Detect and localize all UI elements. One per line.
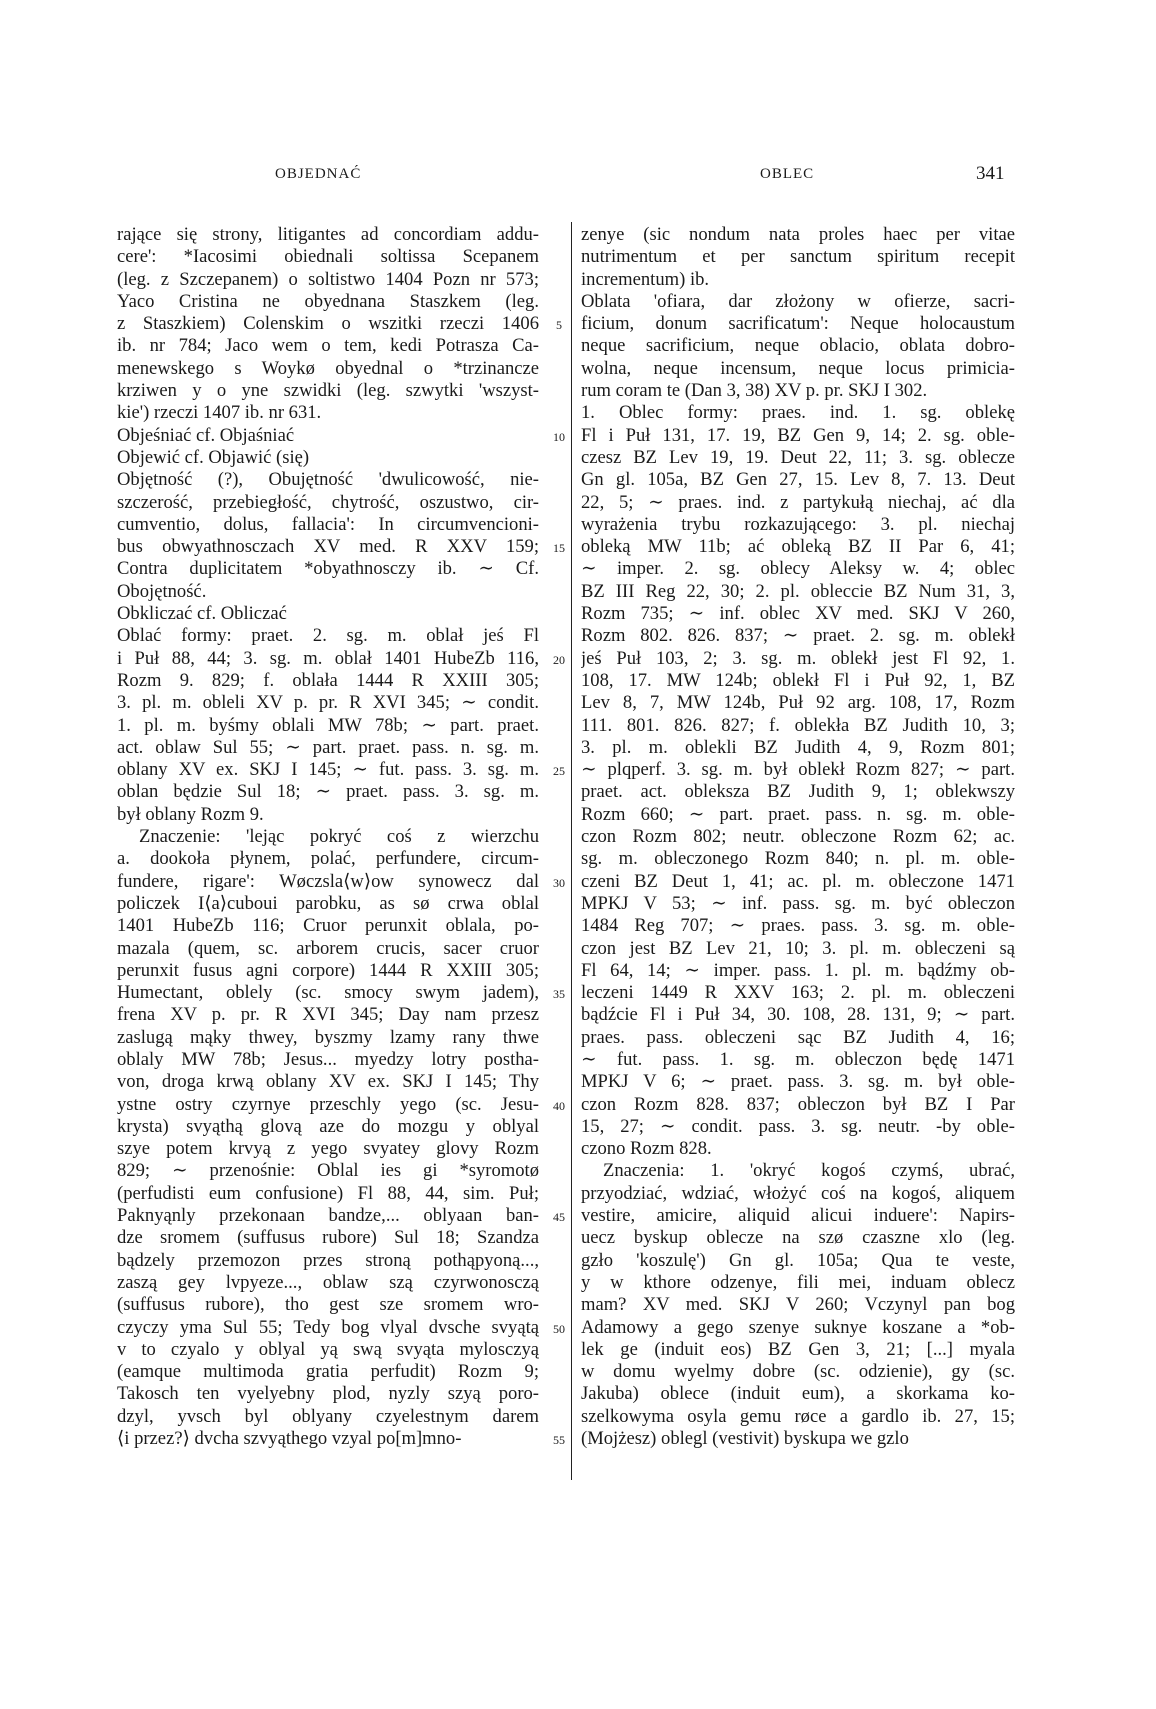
text-line: czeni BZ Deut 1, 41; ac. pl. m. obleczone 1471: [581, 870, 1015, 892]
text-line: czono Rozm 828.: [581, 1138, 712, 1160]
text-line: krysta) svyąthą glovą aze do mozgu y oblyal: [117, 1115, 539, 1137]
text-line: (perfudisti eum confusione) Fl 88, 44, sim. Puł;: [117, 1182, 539, 1204]
text-line: czon Rozm 828. 837; obleczon był BZ I Par: [581, 1093, 1015, 1115]
text-line: Rozm 9. 829; f. oblała 1444 R XXIII 305;: [117, 669, 539, 691]
text-line: 22, 5; ∼ praes. ind. z partykułą niechaj, ać dla: [581, 491, 1015, 513]
text-line: ∼ plqperf. 3. sg. m. był oblekł Rozm 827; ∼ part.: [581, 759, 1015, 781]
text-line: ystne ostry czyrnye przeschly yego (sc. Jesu-: [117, 1093, 539, 1115]
line-number: 55: [553, 1433, 565, 1448]
text-line: bus obwyathnosczach XV med. R XXV 159;: [117, 536, 539, 558]
text-line: gzło 'koszulę') Gn gl. 105a; Qua te veste,: [581, 1249, 1015, 1271]
text-line: Obkliczać cf. Obliczać: [117, 603, 287, 625]
text-line: praet. act. obleksza BZ Judith 9, 1; oblekwszy: [581, 781, 1015, 803]
text-line: w domu wyelmy dobre (sc. odzienie), gy (sc.: [581, 1361, 1015, 1383]
text-line: (leg. z Szczepanem) o soltistwo 1404 Pozn nr 573;: [117, 268, 539, 290]
text-line: Rozm 735; ∼ inf. oblec XV med. SKJ V 260,: [581, 603, 1015, 625]
text-line: wolna, neque incensum, neque locus primicia-: [581, 357, 1015, 379]
text-line: 829; ∼ przenośnie: Oblal ies gi *syromotø: [117, 1160, 539, 1182]
text-line: 3. pl. m. obleli XV p. pr. R XVI 345; ∼ condit.: [117, 692, 539, 714]
text-line: ∼ imper. 2. sg. oblecy Aleksy w. 4; oblec: [581, 558, 1015, 580]
text-line: Objeśniać cf. Objaśniać: [117, 424, 295, 446]
text-line: cumventio, dolus, fallacia': In circumvencioni-: [117, 513, 539, 535]
text-line: BZ III Reg 22, 30; 2. pl. obleccie BZ Num 31, 3,: [581, 580, 1015, 602]
left-headword: OBJEDNAĆ: [275, 166, 362, 182]
text-line: Adamowy a gego szenye suknye koszane a *ob-: [581, 1316, 1015, 1338]
text-line: Oblać formy: praet. 2. sg. m. oblał jeś Fl: [117, 625, 539, 647]
line-number: 30: [553, 875, 565, 890]
page-number: 341: [976, 163, 1005, 184]
text-line: Lev 8, 7, MW 124b, Puł 92 arg. 108, 17, Rozm: [581, 692, 1015, 714]
text-line: z Staszkiem) Colenskim o wszitki rzeczi 1406: [117, 313, 539, 335]
text-line: Gn gl. 105a, BZ Gen 27, 15. Lev 8, 7. 13. Deut: [581, 469, 1015, 491]
text-line: mam? XV med. SKJ V 260; Vczynyl pan bog: [581, 1294, 1015, 1316]
text-line: uecz byskup oblecze na szø czaszne xlo (leg.: [581, 1227, 1015, 1249]
text-line: Paknyąnly przekonaan bandze,... oblyaan ban-: [117, 1205, 539, 1227]
text-line: obleką MW 11b; ać obleką BZ II Par 6, 41;: [581, 536, 1015, 558]
text-line: rum coram te (Dan 3, 38) XV p. pr. SKJ I 302.: [581, 380, 928, 402]
column-rule: [571, 222, 572, 1480]
text-line: Znaczenia: 1. 'okryć kogoś czymś, ubrać,: [603, 1160, 1015, 1182]
text-line: szelkowyma osyla gemu røce a gardlo ib. 27, 15;: [581, 1405, 1015, 1427]
text-line: menewskego s Woykø obyednal o *trzinancze: [117, 357, 539, 379]
text-line: bądzely przemozon przes stroną pothąpyoną...,: [117, 1249, 539, 1271]
text-line: zaszą gey lvpyeze..., oblaw szą czyrwonosczą: [117, 1271, 539, 1293]
text-line: fundere, rigare': Wøczsla⟨w⟩ow synowecz dal: [117, 870, 539, 892]
text-line: MPKJ V 6; ∼ praet. pass. 3. sg. m. był oble-: [581, 1071, 1015, 1093]
text-line: (eamque multimoda gratia perfudit) Rozm 9;: [117, 1361, 539, 1383]
text-line: Objewić cf. Objawić (się): [117, 446, 310, 468]
text-line: był oblany Rozm 9.: [117, 803, 264, 825]
text-line: czyczy yma Sul 55; Tedy bog vlyal dvsche svyątą: [117, 1316, 539, 1338]
left-column: [117, 224, 539, 1450]
text-line: act. oblaw Sul 55; ∼ part. praet. pass. n. sg. m.: [117, 736, 539, 758]
right-headword: OBLEC: [760, 166, 815, 182]
text-line: szye potem krvyą z yego svyatey glovy Rozm: [117, 1138, 539, 1160]
text-line: vestire, amicire, aliquid alicui induere': Napirs-: [581, 1205, 1015, 1227]
text-line: czon Rozm 802; neutr. obleczone Rozm 62; ac.: [581, 826, 1015, 848]
text-line: 3. pl. m. oblekli BZ Judith 4, 9, Rozm 801;: [581, 736, 1015, 758]
text-line: ficium, donum sacrificatum': Neque holocaustum: [581, 313, 1015, 335]
right-column: [581, 224, 1015, 1450]
text-line: bądźcie Fl i Puł 34, 30. 108, 28. 131, 9; ∼ part.: [581, 1004, 1015, 1026]
text-line: neque sacrificium, neque oblacio, oblata dobro-: [581, 335, 1015, 357]
text-line: szczerość, przebiegłość, chytrość, oszustwo, cir-: [117, 491, 539, 513]
text-line: rające się strony, litigantes ad concordiam addu-: [117, 224, 539, 245]
text-line: Znaczenie: 'lejąc pokryć coś z wierzchu: [139, 826, 539, 848]
text-line: nutrimentum et per sanctum spiritum recepit: [581, 246, 1015, 268]
text-line: von, droga krwą oblany XV ex. SKJ I 145; Thy: [117, 1071, 539, 1093]
text-line: 1. Oblec formy: praes. ind. 1. sg. oblekę: [581, 402, 1015, 424]
text-line: a. dookoła płynem, polać, perfundere, circum-: [117, 848, 539, 870]
line-number: 35: [553, 987, 565, 1002]
text-line: ∼ fut. pass. 1. sg. m. obleczon będę 1471: [581, 1048, 1015, 1070]
text-line: czesz BZ Lev 19, 19. Deut 22, 11; 3. sg. oblecze: [581, 446, 1015, 468]
text-line: zenye (sic nondum nata proles haec per vitae: [581, 224, 1015, 245]
text-line: zaslugą mąky thwey, byszmy lzamy rany thwe: [117, 1026, 539, 1048]
text-line: Fl i Puł 131, 17. 19, BZ Gen 9, 14; 2. sg. oble-: [581, 424, 1015, 446]
text-line: Obojętność.: [117, 580, 207, 602]
text-line: Jakuba) oblece (induit eum), a skorkama ko-: [581, 1383, 1015, 1405]
text-line: Rozm 802. 826. 837; ∼ praet. 2. sg. m. oblekł: [581, 625, 1015, 647]
text-line: 1401 HubeZb 116; Cruor perunxit oblala, po-: [117, 915, 539, 937]
text-line: 111. 801. 826. 827; f. oblekła BZ Judith 10, 3;: [581, 714, 1015, 736]
text-line: (Mojżesz) oblegl (vestivit) byskupa we gzlo: [581, 1428, 909, 1450]
text-line: oblany XV ex. SKJ I 145; ∼ fut. pass. 3. sg. m.: [117, 759, 539, 781]
text-line: cere': *Iacosimi obiednali soltissa Scepanem: [117, 246, 539, 268]
line-number: 25: [553, 764, 565, 779]
text-line: dze sromem (suffusus rubore) Sul 18; Szandza: [117, 1227, 539, 1249]
text-line: ib. nr 784; Jaco wem o tem, kedi Potrasza Ca-: [117, 335, 539, 357]
text-line: 1. pl. m. byśmy oblali MW 78b; ∼ part. praet.: [117, 714, 539, 736]
line-number: 20: [553, 652, 565, 667]
text-line: wyrażenia trybu rozkazującego: 3. pl. niechaj: [581, 513, 1015, 535]
text-line: MPKJ V 53; ∼ inf. pass. sg. m. być obleczon: [581, 892, 1015, 914]
text-line: i Puł 88, 44; 3. sg. m. oblał 1401 HubeZb 116,: [117, 647, 539, 669]
text-line: leczeni 1449 R XXV 163; 2. pl. m. obleczeni: [581, 982, 1015, 1004]
line-number: 45: [553, 1210, 565, 1225]
text-line: praes. pass. obleczeni sąc BZ Judith 4, 16;: [581, 1026, 1015, 1048]
text-line: czon jest BZ Lev 21, 10; 3. pl. m. obleczeni są: [581, 937, 1015, 959]
text-line: 15, 27; ∼ condit. pass. 3. sg. neutr. -by oble-: [581, 1115, 1015, 1137]
text-line: ⟨i przez?⟩ dvcha szvyąthego vzyal po[m]mno-: [117, 1428, 462, 1450]
text-line: Humectant, oblely (sc. smocy swym jadem),: [117, 982, 539, 1004]
text-line: krziwen y o yne szwidki (leg. szwytki 'wszyst-: [117, 380, 539, 402]
text-line: mazala (quem, sc. arborem crucis, sacer cruor: [117, 937, 539, 959]
text-line: frena XV p. pr. R XVI 345; Day nam przesz: [117, 1004, 539, 1026]
text-line: policzek I⟨a⟩cuboui parobku, as sø crwa oblal: [117, 892, 539, 914]
text-line: 108, 17. MW 124b; oblekł Fl i Puł 92, 1, BZ: [581, 669, 1015, 691]
text-line: perunxit fusus agni corpore) 1444 R XXIII 305;: [117, 959, 539, 981]
text-line: Rozm 660; ∼ part. praet. pass. n. sg. m. oble-: [581, 803, 1015, 825]
text-line: (suffusus rubore), tho gest sze sromem wro-: [117, 1294, 539, 1316]
line-number: 40: [553, 1098, 565, 1113]
text-line: incrementum) ib.: [581, 268, 710, 290]
text-line: Objętność (?), Obujętność 'dwulicowość, nie-: [117, 469, 539, 491]
running-header: [0, 163, 1156, 190]
text-line: lek ge (induit eos) BZ Gen 3, 21; [...] myala: [581, 1338, 1015, 1360]
text-line: kie') rzeczi 1407 ib. nr 631.: [117, 402, 322, 424]
text-line: v to czyalo y oblyal yą swą svyąta mylosczyą: [117, 1338, 539, 1360]
text-line: przyodziać, wdziać, włożyć coś na kogoś, aliquem: [581, 1182, 1015, 1204]
text-line: Yaco Cristina ne obyednana Staszkem (leg.: [117, 290, 539, 312]
text-line: oblaly MW 78b; Jesus... myedzy lotry postha-: [117, 1048, 539, 1070]
text-line: Fl 64, 14; ∼ imper. pass. 1. pl. m. bądźmy ob-: [581, 959, 1015, 981]
text-line: jeś Puł 103, 2; 3. sg. m. oblekł jest Fl 92, 1.: [581, 647, 1015, 669]
text-line: Oblata 'ofiara, dar złożony w ofierze, sacri-: [581, 290, 1015, 312]
text-line: Contra duplicitatem *obyathnosczy ib. ∼ Cf.: [117, 558, 539, 580]
text-line: sg. m. obleczonego Rozm 840; n. pl. m. oble-: [581, 848, 1015, 870]
text-line: Takosch ten vyelyebny plod, nyzly szyą poro-: [117, 1383, 539, 1405]
line-number: 10: [553, 429, 565, 444]
text-line: y w kthore odzenye, fili mei, induam oblecz: [581, 1271, 1015, 1293]
line-number: 5: [556, 318, 562, 333]
line-number: 15: [553, 541, 565, 556]
text-line: 1484 Reg 707; ∼ praes. pass. 3. sg. m. oble-: [581, 915, 1015, 937]
text-line: dzyl, yvsch byl oblyany czyelestnym darem: [117, 1405, 539, 1427]
text-line: oblan będzie Sul 18; ∼ praet. pass. 3. sg. m.: [117, 781, 539, 803]
line-number: 50: [553, 1321, 565, 1336]
